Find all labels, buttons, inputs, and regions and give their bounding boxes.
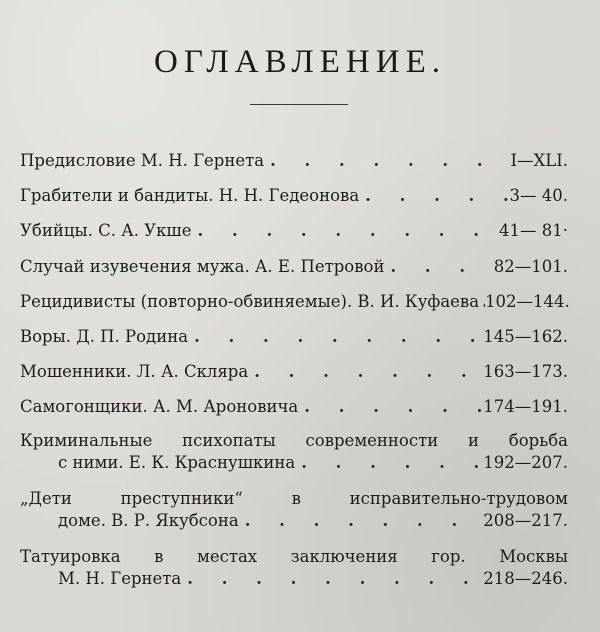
toc-entry-title-line2: с ними. Е. К. Краснушкина [58,453,296,472]
toc-entry [20,220,568,242]
toc-entry-pages: 163—173. [483,362,568,381]
toc-entry-pages: 3— 40. [509,186,568,205]
toc-entry-title-line1: Криминальные психопаты современности и борьба [20,431,568,450]
toc-entry-pages: 41— 81· [499,221,568,240]
toc-entry-title-line1: „Дети преступники“ в исправительно-трудовом [20,489,568,508]
toc-entry-title-line2: М. Н. Гернета [58,569,182,588]
toc-entry [20,546,568,590]
leader-dots [295,452,483,474]
toc-entry-title: Самогонщики. А. М. Ароновича [20,397,299,416]
toc-entry [20,291,568,313]
toc-entry-title: Случай изувечения мужа. А. Е. Петровой [20,257,385,276]
toc-entry [20,488,568,532]
leader-dots [239,510,484,532]
toc-entry-title-line2: доме. В. Р. Якубсона [58,511,239,530]
leader-dots [298,396,483,418]
toc-entry-title-line1: Татуировка в местах заключения гор. Москвы [20,547,568,566]
toc-entry [20,361,568,383]
toc-entry-pages: 102—144. [485,292,570,311]
toc-entry-pages: 82—101. [493,257,568,276]
toc-entry-pages: 174—191. [483,397,568,416]
toc-entry-title: Убийцы. С. А. Укше [20,221,192,240]
toc-entry-pages: 145—162. [483,327,568,346]
leader-dots [181,568,483,590]
toc-entry-title: Предисловие М. Н. Гернета [20,151,265,170]
toc-entry [20,396,568,418]
leader-dots [384,256,493,278]
toc-entry-title: Рецидивисты (повторно-обвиняемые). В. И. Куфаева [20,292,480,311]
toc-entry [20,326,568,348]
toc-entry-title: Грабители и бандиты. Н. Н. Гедеонова [20,186,360,205]
toc-entry-pages: 208—217. [483,511,568,530]
toc-entry-pages: 192—207. [483,453,568,472]
toc-entry [20,256,568,278]
leader-dots [192,220,499,242]
leader-dots [248,361,483,383]
title-divider [250,104,348,105]
toc-entry [20,185,568,207]
toc-entry-title: Воры. Д. П. Родина [20,327,189,346]
toc-entry-pages: 218—246. [483,569,568,588]
page-title: ОГЛАВЛЕНИЕ. [153,44,446,80]
toc-entry-title: Мошенники. Л. А. Скляра [20,362,249,381]
toc-entry [20,150,568,172]
leader-dots [359,185,508,207]
toc-entry-pages: I—XLI. [510,151,568,170]
toc-entry [20,430,568,474]
leader-dots [188,326,483,348]
leader-dots [264,150,508,172]
